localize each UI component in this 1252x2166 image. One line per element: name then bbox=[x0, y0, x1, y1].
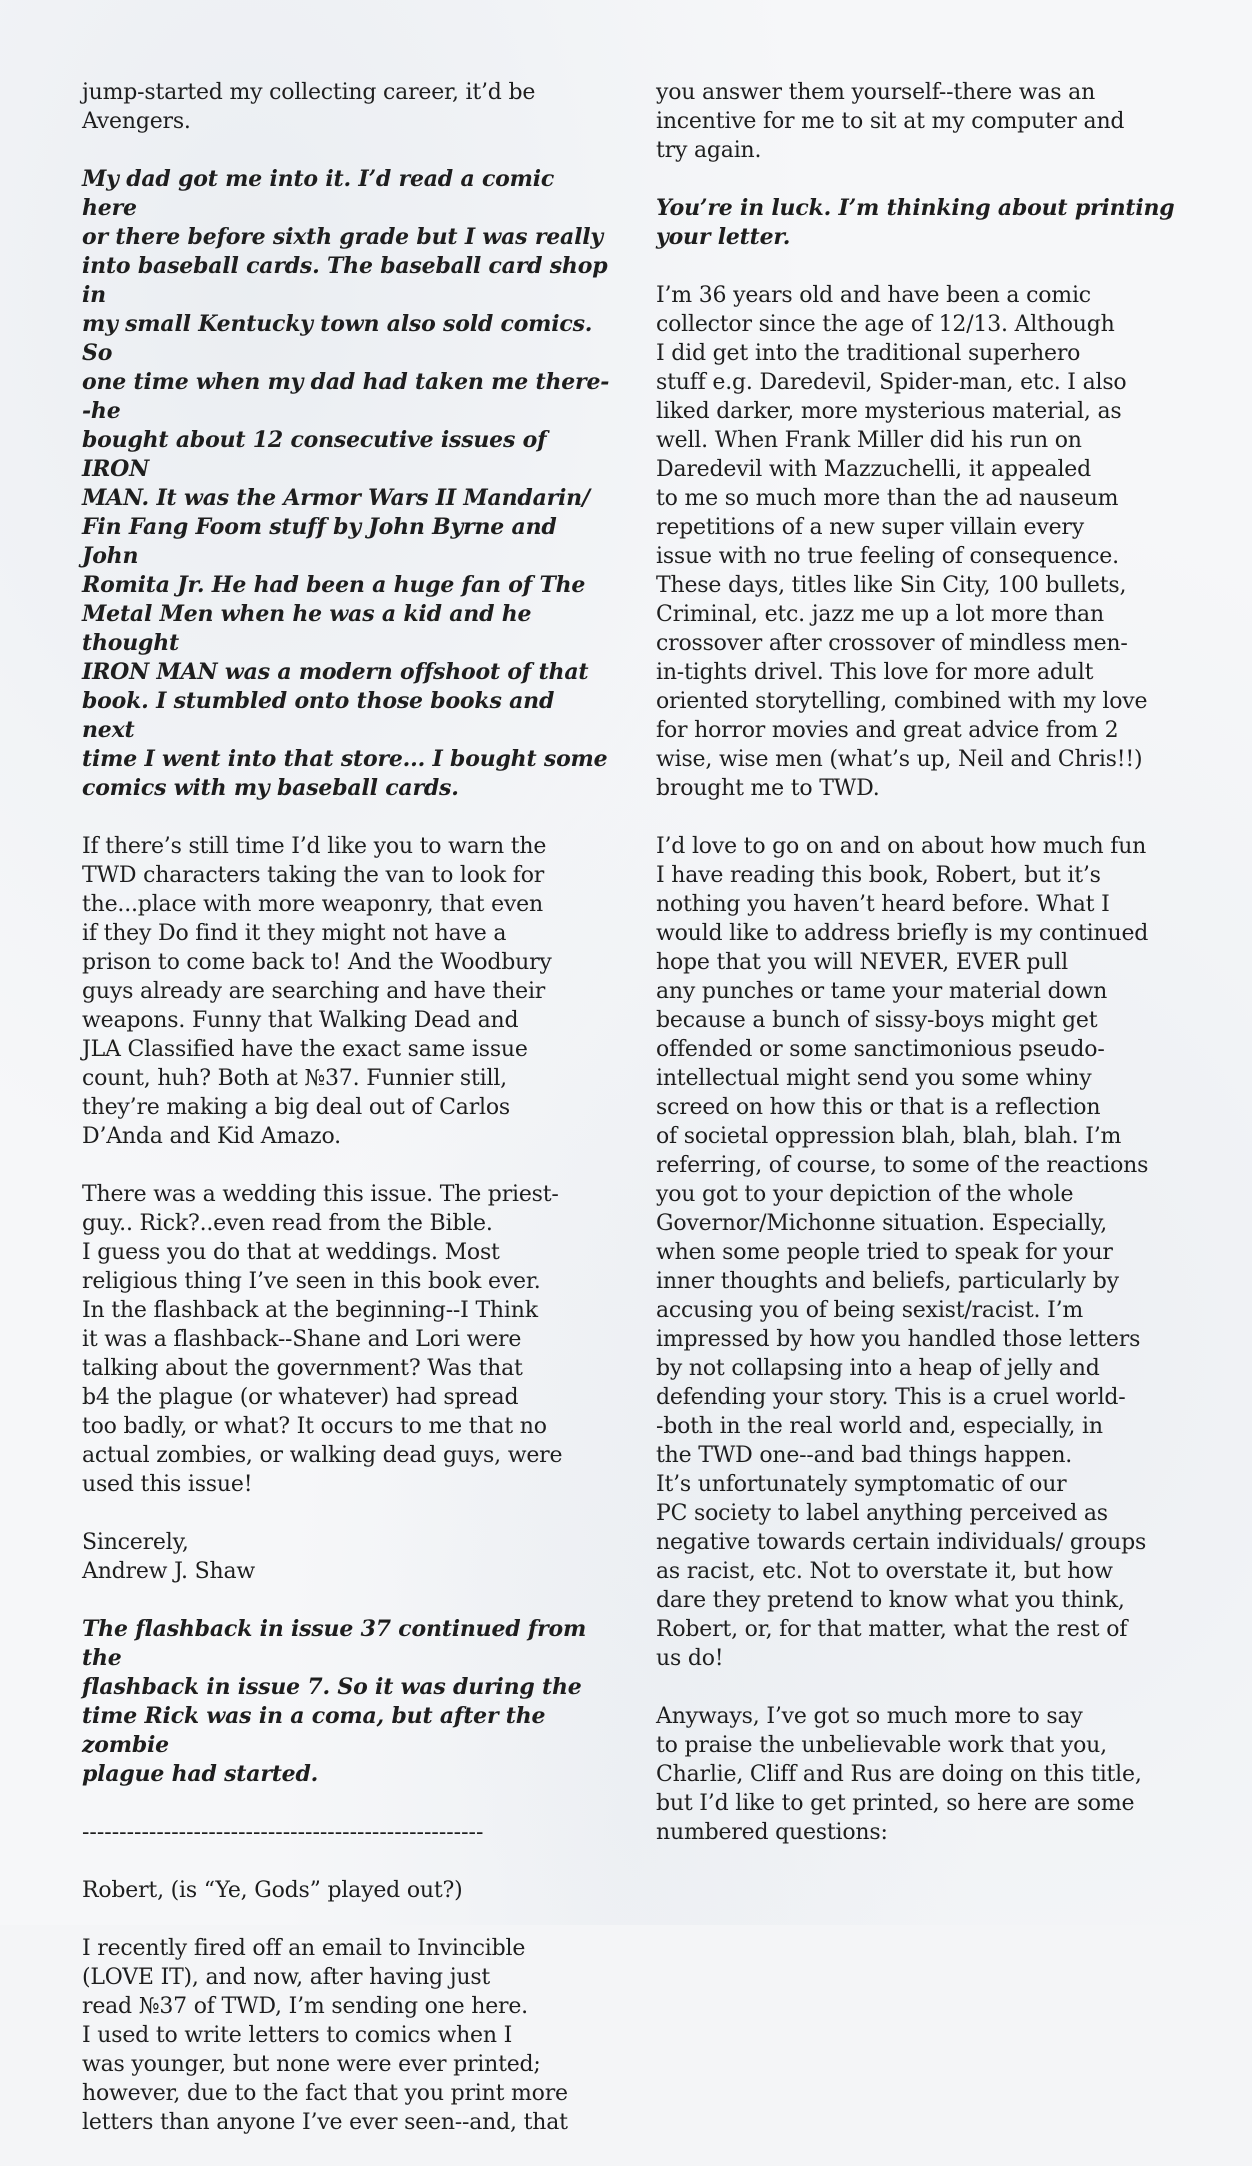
editor-reply: My dad got me into it. I’d read a comic here or there before sixth grade but I was really into baseball cards. The baseball card shop in my small Kentucky town also sold comics. So one time when my dad had taken me there--he bought about 12 consecutive issues of IRON MAN. It was the Armor Wars II Mandarin/ Fin Fang Foom stuff by John Byrne and John Romita Jr. He had been a huge fan of The Metal Men when he was a kid and he thought IRON MAN was a modern offshoot of that book. I stumbled onto those books and next time I went into that store... I bought some comics with my baseball cards. bbox=[82, 166, 610, 801]
letter-signoff: Sincerely, Andrew J. Shaw bbox=[82, 1530, 255, 1584]
letter-paragraph: I’d love to go on and on about how much fun I have reading this book, Robert, but it’s nothing you haven’t heard before. What I would like to address briefly is my continued hope that you will NEVER, EVER pull any punches or tame your material down because a bunch of sissy-boys might get offended or some sanctimonious pseudo- intellectual might send you some whiny screed on how this or that is a reflection of societal oppression blah, blah, blah. I’m referring, of course, to some of the reactions you got to your depiction of the whole Governor/Michonne situation. Especially, when some people tried to speak for your inner thoughts and beliefs, particularly by accusing you of being sexist/racist. I’m impressed by how you handled those letters by not collapsing into a heap of jelly and defending your story. This is a cruel world- -both in the real world and, especially, in the TWD one--and bad things happen. It’s unfortunately symptomatic of our PC society to label anything perceived as negative towards certain individuals/ groups as racist, etc. Not to overstate it, but how dare they pretend to know what you think, Robert, or, for that matter, what the rest of us do! bbox=[656, 834, 1149, 1671]
letter-salutation: Robert, (is “Ye, Gods” played out?) bbox=[82, 1878, 463, 1903]
left-column bbox=[82, 78, 612, 2166]
right-column bbox=[656, 78, 1176, 1876]
letter-paragraph: If there’s still time I’d like you to warn the TWD characters taking the van to look for the...place with more weaponry, that even if they Do find it they might not have a prison to come back to! And the Woodbury guys already are searching and have their weapons. Funny that Walking Dead and JLA Classified have the exact same issue count, huh? Both at №37. Funnier still, they’re making a big deal out of Carlos D’Anda and Kid Amazo. bbox=[82, 834, 552, 1149]
letter-paragraph: I’m 36 years old and have been a comic collector since the age of 12/13. Although I did get into the traditional superhero stuff e.g. Daredevil, Spider-man, etc. I also liked darker, more mysterious material, as well. When Frank Miller did his run on Daredevil with Mazzuchelli, it appealed to me so much more than the ad nauseum repetitions of a new super villain every issue with no true feeling of consequence. These days, titles like Sin City, 100 bullets, Criminal, etc. jazz me up a lot more than crossover after crossover of mindless men- in-tights drivel. This love for more adult oriented storytelling, combined with my love for horror movies and great advice from 2 wise, wise men (what’s up, Neil and Chris!!) brought me to TWD. bbox=[656, 283, 1148, 801]
editor-reply: You’re in luck. I’m thinking about printing your letter. bbox=[656, 195, 1175, 250]
editor-reply: The flashback in issue 37 continued from the flashback in issue 7. So it was during the time Rick was in a coma, but after the zombie plague had started. bbox=[82, 1616, 587, 1787]
letter-paragraph: Anyways, I’ve got so much more to say to praise the unbelievable work that you, Charlie, Cliff and Rus are doing on this title, but I’d like to get printed, so here are some numbered questions: bbox=[656, 1704, 1142, 1845]
letter-paragraph: you answer them yourself--there was an incentive for me to sit at my computer and try again. bbox=[656, 80, 1125, 163]
letter-paragraph: jump-started my collecting career, it’d be Avengers. bbox=[82, 80, 536, 134]
letter-paragraph: I recently fired off an email to Invincible (LOVE IT), and now, after having just read №37 of TWD, I’m sending one here. I used to write letters to comics when I was younger, but none were ever printed; however, due to the fact that you print more letters than anyone I’ve ever seen--and, that bbox=[82, 1936, 568, 2135]
letter-paragraph: There was a wedding this issue. The priest- guy.. Rick?..even read from the Bible. I guess you do that at weddings. Most religious thing I’ve seen in this book ever. In the flashback at the beginning--I Think it was a flashback--Shane and Lori were talking about the government? Was that b4 the plague (or whatever) had spread too badly, or what? It occurs to me that no actual zombies, or walking dead guys, were used this issue! bbox=[82, 1182, 563, 1497]
letter-divider: ------------------------------------------------------ bbox=[82, 1820, 484, 1845]
